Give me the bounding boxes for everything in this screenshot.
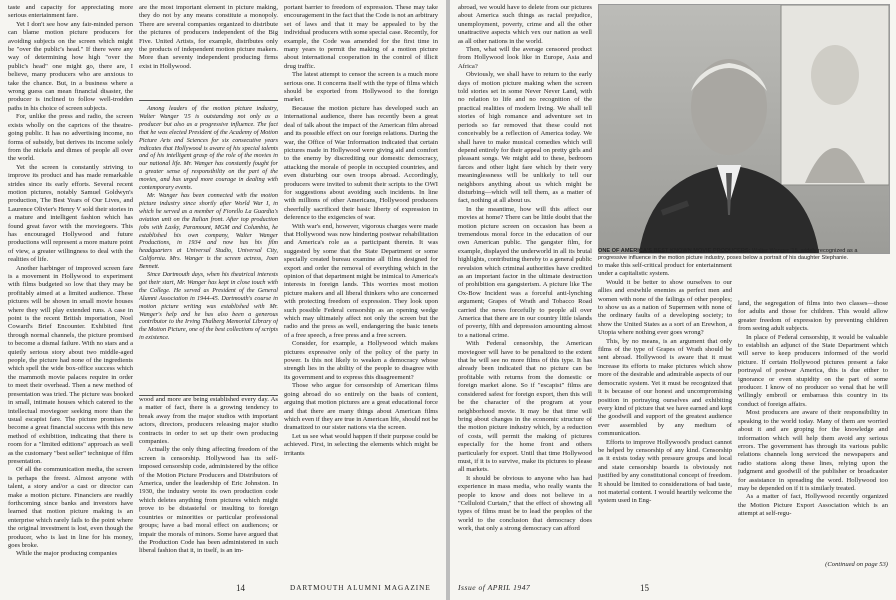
continued-note: (Continued on page 53)	[825, 561, 888, 568]
caption-title: ONE OF AMERICA'S BEST KNOWN MOVIE PRODUCERS:	[598, 248, 751, 254]
paragraph: Another harbinger of improved screen fare is a movement in Hollywood to experiment with films budgeted so low that they may be profitably aimed at a limited audience. These pictures will be shown in small movie houses where they will play extended runs. A case in point is the recent British importation, Noel Coward's Brief Encounter. Exhibited first through normal channels, the picture promised to become a dismal failure. With no stars and a quietly serious story about two middle-aged people, the picture had none of the ingredients which spell the wide box-office success which the mammoth movie palaces require in order to meet their overhead. Then a new method of presentation was tried. The picture was booked in small, intimate houses which catered to the intellectual moviegoer seeking more than the usual escapist fare. The picture promises to become a great financial success with this new method of exhibition, indicating that there is room for a "limited editions" approach as well as the customary "best seller" technique of film presentation.	[8, 264, 133, 465]
paragraph: wood and more are being established every day. As a matter of fact, there is a growing tendency to break away from the major studios with important actors, directors, producers releasing major studio contracts in order to set up their own producing companies.	[139, 396, 278, 446]
left-col-2-bottom	[139, 396, 278, 566]
paragraph: Actually the only thing affecting freedom of the screen is censorship. Hollywood has its self-imposed censorship code, administered by the office of the Motion Picture Producers and Distributors of America, under the leadership of Eric Johnston. In 1930, the industry wrote its own production code which deletes anything from pictures which might prove to be distasteful or insulting to foreign countries or minorities or particular professional groups; have a bad moral effect on audiences; or impair the morals of minors. Some have argued that the Production Code has been administered in such liberal fashion that it, in itself, is an im-	[139, 446, 278, 555]
paragraph: are the most important element in picture making, they do not by any means constitute a monopoly. There are several companies organized to distribute the pictures of producers independent of the Big Five. United Artists, for example, distributes only the products of independent motion picture makers. More than seventy independent producing firms exist in Hollywood.	[139, 4, 278, 70]
caption-text	[598, 248, 884, 262]
paragraph: land, the segregation of films into two classes—those for adults and those for children. This would allow greater freedom of expression by preventing children from seeing adult subjects.	[738, 300, 888, 333]
paragraph: Those who argue for censorship of American films going abroad do so entirely on the basis of content, arguing that motion pictures are a great educational force and that there are many things about American films which even if they are true in American life, should not be dramatized to our sister nations via the screen.	[284, 382, 438, 432]
wanger-portrait-photo	[598, 4, 890, 254]
paragraph: In place of Federal censorship, it would be valuable to establish an adjunct of the State Department which will serve to keep producers informed of the world picture. If certain Hollywood pictures present a fake portrayal of postwar America, this is due either to ignorance or even stupidity on the part of some producer. I know of no producer so venal that he will willingly embroil or embarrass this country in its conduct of foreign affairs.	[738, 333, 888, 408]
right-page	[450, 0, 896, 600]
paragraph: Among leaders of the motion picture industry, Walter Wanger '15 is outstanding not only as a producer but also as a progressive influence. The fact that he was elected President of the Academy of Motion Picture Arts and Sciences for six consecutive years indicates that Hollywood is aware of his special talents and of his intelligent grasp of the role of the movies in our national life. Mr. Wanger has constantly fought for a greater sense of responsibility on the part of the movies, and has urged more courage in dealing with contemporary events.	[139, 105, 278, 192]
right-col-2	[598, 262, 732, 572]
paragraph: In the meantime, how will this affect our movies at home? There can be little doubt that the motion picture screen on occasion has been a tremendous moral force in the education of our own American public. The gangster film, for example, displayed the underworld in all its brutal highlights, contributing thereby to a general public revulsion which criminal authorities have credited as an important factor in the ultimate destruction of prohibition era gangsterism. A picture like The Ox-Bow Incident was a forceful anti-lynching argument; Grapes of Wrath and Tobacco Road carried the news forcefully to people all over America that there are in our country little islands of poverty, filth and depression amounting almost to a national crime.	[458, 205, 592, 339]
paragraph: Of all the communication media, the screen is perhaps the freest. Almost anyone with talent, a story and/or a cast or director can make a motion picture. Financiers are readily forthcoming since banks and investors have learned that motion picture making is an enterprise which rarely fails to the point where the original investment is lost, even though the producer, who is last in line for his money, goes broke.	[8, 466, 133, 549]
paragraph: portant barrier to freedom of expression. These may take encouragement in the fact that the Code is not an arbitrary set of laws and that it may be appealed to by the individual producers with some special case. Recently, for example, the Code was amended for the first time in many years to permit the making of a motion picture about international cooperation in the control of illicit drug traffic.	[284, 4, 438, 70]
paragraph: Because the motion picture has developed such an international audience, there has recently been a great deal of talk about the impact of the American film abroad and its possible effect on our foreign relations. During the war, the Office of War Information indicated that certain pictures made in Hollywood were giving aid and comfort to the enemy by discrediting our domestic democracy, attacking the morale of people in occupied countries, and even disturbing our own troops abroad. Accordingly, producers were invited to submit their scripts to the OWI for suggestions about avoiding such incidents. In line with millions of other Americans, Hollywood producers cheerfully sacrificed their basic liberty of expression in deference to the exigencies of war.	[284, 104, 438, 222]
left-col-3	[284, 4, 438, 570]
paragraph: It should be obvious to anyone who has had experience in mass media, who really wants the people to know and does not believe in a "Celluloid Curtain," that the effect of showing all types of films must be to lead the peoples of the world to the conclusion that democracy does work, that only a strong democracy can afford	[458, 474, 592, 533]
paragraph: With war's end, however, vigorous charges were made that Hollywood was now hindering postwar rehabilitation and America's role as a participant therein. It was suggested by some that the State Department or some specially created bureau examine all films designed for export and order the removal of everything which in the opinion of that department might be inimical to America's interests in foreign lands. This worries most motion picture makers and all liberal thinkers who are concerned with protecting freedom of expression. They look upon such possible Federal censorship as an opening wedge which may ultimately affect not only the screen but the radio and the press as well, endangering the basic tenets of a free speech, a free press and a free screen.	[284, 222, 438, 339]
paragraph: Then, what will the average censored product from Hollywood look like in Europe, Asia and Africa?	[458, 46, 592, 70]
paragraph: As a matter of fact, Hollywood recently organized the Motion Picture Export Association which is an attempt at self-regu-	[738, 493, 888, 518]
paragraph: The latest attempt to censor the screen is a much more serious one. It concerns itself with the type of films which should be exported from Hollywood to the foreign market.	[284, 71, 438, 104]
man-head	[691, 59, 767, 155]
paragraph: Obviously, we shall have to return to the early days of motion picture making when the screen told stories set in some Never Never Land, with no relation to life and no recognition of the practical realities of modern living. We shall tell stories of high romance and adventure set in periods so far removed that these could not conceivably be a reflection of America today. We shall have to make musical comedies which will depend entirely for their appeal on pretty girls and pleasant songs. We might add to these, bedroom farces and other light fare which by their very meaninglessness will be unlikely to tell our neighbors anything about us which might be disturbing—which will tell them, as a matter of fact, nothing at all about us.	[458, 71, 592, 205]
paragraph: Consider, for example, a Hollywood which makes pictures expressive only of the policy of the party in power. Is this not likely to weaken a democracy whose strength lies in the ability of the people to disagree with its government and to express this disagreement?	[284, 340, 438, 381]
paragraph: For, unlike the press and radio, the screen exists wholly on the caprices of the theatre-going public. It has no advertising income, no forms of subsidy, but derives its income solely from the nickels and dimes of people all over the world.	[8, 113, 133, 163]
paragraph: Most producers are aware of their responsibility in speaking to the world today. Many of them are worried about it and are groping for the knowledge and information which will help them avoid any serious errors. The government has through its various public relations channels long serviced the newspapers and radio stations along these lines, relying upon the judgment and goodwill of the publisher or broadcaster for assistance in spreading the word. Hollywood too may be depended on if it is similarly treated.	[738, 409, 888, 492]
paragraph: Would it be better to show ourselves to our allies and erstwhile enemies as perfect men and women with none of the failings of other peoples; to show us as a nation of Supermen with none of the ordinary faults of a developing society; to show the United States as a sort of an Erewhon, a Utopia where nothing ever goes wrong?	[598, 278, 732, 337]
paragraph: With Federal censorship, the American moviegoer will have to be penalized to the extent that he will see no more films of this type. It has already been indicated that no picture can be profitable with returns from the domestic or foreign market alone. So if "escapist" films are considered safest for foreign export, then this will be the character of the program at your neighborhood movie. It may be that time will bring about changes in the economic structure of the motion picture industry which, by a reduction of costs, will permit the making of pictures especially for the home front and others particularly for export. Until that time Hollywood must, if it is to survive, make its pictures to please all markets.	[458, 340, 592, 474]
paragraph: abroad, we would have to delete from our pictures about America such things as racial prejudice, unemployment, poverty, crime and all the other unattractive aspects which vex our nation as well as all other nations in the world.	[458, 4, 592, 45]
left-page	[0, 0, 446, 600]
left-col-1	[8, 4, 133, 570]
paragraph: While the major producing companies	[16, 550, 118, 558]
magazine-title: DARTMOUTH ALUMNI MAGAZINE	[290, 584, 431, 592]
right-col-3	[738, 300, 888, 562]
issue-date: Issue of APRIL 1947	[458, 583, 531, 592]
paragraph: This, by no means, is an argument that only films of the type of Grapes of Wrath should be sent abroad. Hollywood is aware that it must increase its efforts to make pictures which show more of the desirable and admirable aspects of our democratic system. Yet it must be recognized that it is because of our honest and uncompromising position in portraying ourselves and exhibiting every kind of picture that we have earned and kept the goodwill and support of the greatest audience ever assembled by any medium of communication.	[598, 337, 732, 438]
paragraph: to make this self-critical product for entertainment under a capitalistic system.	[598, 262, 732, 278]
right-col-1	[458, 4, 592, 570]
wanger-sidebar	[139, 100, 278, 396]
left-footer	[0, 572, 446, 600]
page-number-left: 14	[236, 583, 245, 593]
left-col-2-top	[139, 4, 278, 100]
right-footer	[450, 572, 896, 600]
page-number-right: 15	[640, 583, 649, 593]
paragraph: Let us see what would happen if their purpose could be achieved. First, in selecting the elements which might be irritants	[284, 432, 438, 457]
paragraph: Efforts to improve Hollywood's product cannot be helped by censorship of any kind. Censorship as it exists today with pressure groups and local and state censorship boards is obviously not justified by any constitutional concept of freedom. It should be limited to considerations of bad taste, not material content. I would heartily welcome the system used in Eng-	[598, 438, 732, 505]
caption-body: Walter Wanger '15, widely recognized as a progressive influence in the motion picture industry, poses below a portrait of his daughter Stephanie.	[598, 248, 858, 261]
paragraph: Mr. Wanger has been connected with the motion picture industry since shortly after World War I, in which he served as a member of Fiorello La Guardia's aviation unit on the Italian front. After top production jobs with Lasky, Paramount, MGM and Columbia, he established his own company, Walter Wanger Productions, in 1934 and now has his film headquarters at Universal Studio, Universal City, California. Mrs. Wanger is the screen actress, Joan Bennett.	[139, 191, 278, 271]
paragraph: Yet the screen is constantly striving to improve its product and has made remarkable strides since its early efforts. Several recent motion pictures, notably Samuel Goldwyn's production, The Best Years of Our Lives, and Laurence Olivier's Henry V sold their stories in a mature and intelligent fashion which has found great favor with the moviegoers. This has encouraged Hollywood and future productions will represent a more mature point of view, a greater willingness to deal with the realities of life.	[8, 163, 133, 264]
paragraph: Yet I don't see how any fair-minded person can blame motion picture producers for avoiding subjects on the screen which might be "over the public's head." If there were any way of determining how high "over the public's head" one might go, there are, I believe, many producers who are anxious to take the chance. But, in a business where a wrong guess can mean financial disaster, the producer is inclined to follow well-trodden paths in his choice of screen subjects.	[8, 20, 133, 112]
paragraph: Since Dartmouth days, when his theatrical interests got their start, Mr. Wanger has kept in close touch with the College. He served as President of the General Alumni Association in 1944-45. Dartmouth's course in motion picture writing was established with Mr. Wanger's help and he has also been a generous contributor to the Irving Thalberg Memorial Library of the Motion Picture, one of the best collections of scripts in existence.	[139, 271, 278, 342]
portrait-illustration	[599, 5, 889, 253]
paragraph: taste and capacity for appreciating more serious entertainment fare.	[8, 4, 133, 20]
